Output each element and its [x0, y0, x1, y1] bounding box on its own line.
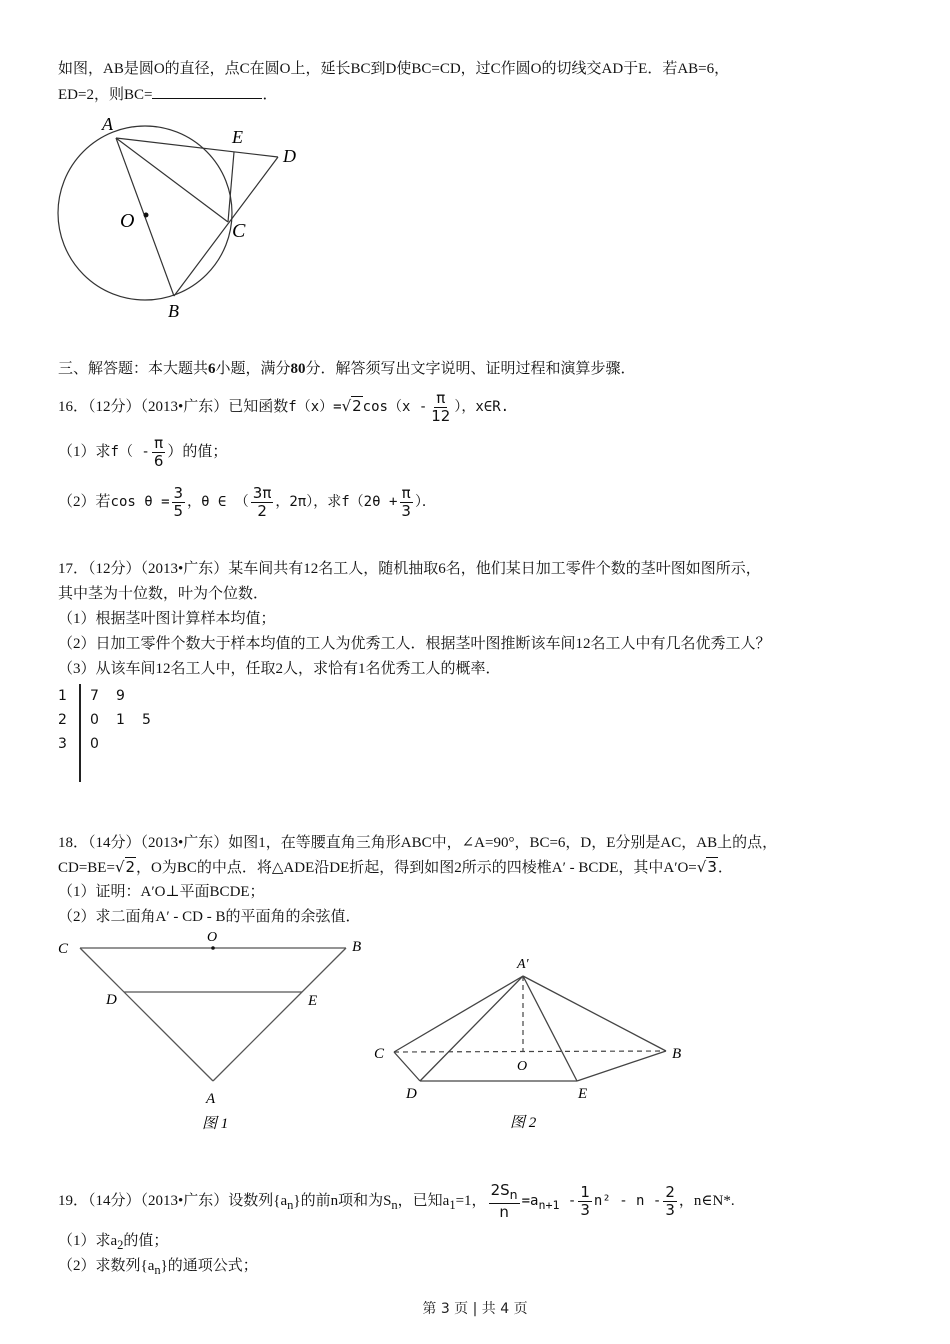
q19-h4: =1，	[455, 1193, 487, 1209]
q16-p2-prefix: （2）若	[58, 494, 111, 510]
q19-p2b: }的通项公式；	[160, 1258, 258, 1274]
frac-pi-3: $\frac{\pi}{3}$	[401, 484, 411, 521]
q19-p1b: 的值；	[123, 1233, 169, 1249]
stem-divider	[79, 684, 81, 782]
q19-header	[58, 1178, 735, 1228]
svg-text:B: B	[672, 1046, 682, 1062]
q16-p1-tail: ）的值；	[167, 444, 228, 460]
svg-text:B: B	[352, 939, 362, 955]
label-b: B	[168, 301, 179, 321]
q19-eq-mid: $=a_{n+1}$ -	[521, 1193, 577, 1212]
leaf: 0	[90, 712, 99, 728]
label-o: O	[120, 210, 135, 232]
q19-part1	[58, 1230, 168, 1256]
section3-score: 80	[290, 361, 306, 377]
section3-suffix: 分．解答须写出文字说明、证明过程和演算步骤．	[305, 361, 636, 377]
q17-part2: （2）日加工零件个数大于样本均值的工人为优秀工人．根据茎叶图推断该车间12名工人中有几名优秀工人？	[58, 636, 771, 652]
sub: n	[287, 1198, 294, 1212]
section3-prefix: 三、解答题：本大题共	[58, 361, 209, 377]
q16-p1-func: f（ -	[110, 444, 150, 460]
q16-p2-mid: ，θ ∈ （	[187, 494, 249, 510]
figure-2-pyramid	[360, 950, 700, 1140]
svg-text:A: A	[206, 1091, 216, 1107]
svg-text:A′: A′	[517, 957, 529, 972]
svg-text:D: D	[106, 992, 117, 1008]
label-c: C	[232, 220, 246, 242]
svg-text:C: C	[374, 1046, 385, 1062]
stem-3: 3	[58, 736, 67, 752]
q19-p1a: （1）求a	[58, 1233, 118, 1249]
q18-line1: 18．（14分）（2013•广东）如图1，在等腰直角三角形ABC中，∠A=90°，BC=6，D，E分别是AC，AB上的点，	[58, 835, 778, 851]
q18-part2: （2）求二面角A′ - CD - B的平面角的余弦值．	[58, 909, 361, 925]
q16-p1-prefix: （1）求	[58, 444, 111, 460]
q17-part1: （1）根据茎叶图计算样本均值；	[58, 611, 276, 627]
q19-eq-mid2: n² - n -	[593, 1193, 662, 1209]
q19-h3: ，已知a	[397, 1193, 450, 1209]
frac-2sn-n: $\frac{2S_n}{n}$	[490, 1181, 518, 1222]
figure-1-triangle	[50, 925, 380, 1140]
q16-part1	[58, 432, 227, 472]
section3-mid: 小题，满分	[215, 361, 291, 377]
stem-1: 1	[58, 688, 67, 704]
frac-3-5: $\frac{3}{5}$	[173, 484, 184, 521]
sub: 2	[117, 1238, 124, 1252]
frac-3pi-2: $\frac{3\pi}{2}$	[252, 484, 272, 521]
svg-text:O: O	[207, 930, 218, 945]
svg-text:E: E	[578, 1086, 588, 1102]
label-a: A	[102, 114, 113, 134]
answer-blank[interactable]	[152, 84, 262, 99]
frac-pi-12: $\frac{\pi}{12}$	[431, 389, 451, 426]
q19-part2	[58, 1255, 258, 1281]
leaf: 0	[90, 736, 99, 752]
q19-p2a: （2）求数列{a	[58, 1258, 155, 1274]
section3-heading	[58, 358, 636, 380]
q16-header	[58, 386, 509, 427]
q18-l2a: CD=BE=	[58, 860, 115, 876]
q15-suffix: ．	[262, 87, 278, 103]
q18-l2c: ．	[717, 860, 733, 876]
svg-text:D: D	[406, 1086, 417, 1102]
svg-text:O: O	[517, 1059, 528, 1074]
section3-count: 6	[208, 361, 216, 377]
leaf: 7	[90, 688, 99, 704]
sqrt-3: √3	[696, 858, 717, 876]
svg-text:C: C	[58, 941, 69, 957]
label-d: D	[283, 146, 296, 166]
q19-h2: }的前n项和为S	[293, 1193, 392, 1209]
sub: 1	[449, 1198, 456, 1212]
q15-text-line1: 如图，AB是圆O的直径，点C在圆O上，延长BC到D使BC=CD，过C作圆O的切线交AD于E．若AB=6，	[58, 61, 730, 77]
q19-eq-tail: ，n∈N*.	[678, 1193, 735, 1209]
sub: n	[391, 1198, 398, 1212]
stem-2: 2	[58, 712, 67, 728]
q16-part2	[58, 482, 436, 522]
q17-part3: （3）从该车间12名工人中，任取2人，求恰有1名优秀工人的概率．	[58, 661, 501, 677]
stem-leaf-plot	[58, 684, 198, 784]
q18-part1: （1）证明：A′O⊥平面BCDE；	[58, 884, 265, 900]
sqrt-2: √2	[341, 397, 362, 415]
q16-p2-func: f（2θ +	[341, 494, 398, 510]
q16-p2-mid2: ，2π），求	[275, 494, 342, 510]
q18-l2b: ，O为BC的中点．将△ADE沿DE折起，得到如图2所示的四棱椎A′ - BCDE，其中A′O=	[136, 860, 697, 876]
q15-prefix: ED=2，则BC=	[58, 87, 153, 103]
q16-func: f（x）=	[288, 399, 342, 415]
sub: n	[154, 1263, 161, 1277]
page-footer: 第 3 页 | 共 4 页	[422, 1301, 528, 1317]
frac-pi-6: $\frac{\pi}{6}$	[153, 434, 164, 471]
q19-h1: 19．（14分）（2013•广东）设数列{a	[58, 1193, 288, 1209]
q17-line1: 17．（12分）（2013•广东）某车间共有12名工人，随机抽取6名，他们某日加工零件个数的茎叶图如图所示，	[58, 561, 761, 577]
q16-p2-tail: ）．	[414, 494, 436, 510]
leaf: 1	[116, 712, 125, 728]
q16-tail: ），x∈R.	[454, 399, 510, 415]
q16-p2-cos: cos θ =	[110, 494, 170, 510]
frac-1-3: $\frac{1}{3}$	[580, 1183, 590, 1220]
q16-cos: cos（x -	[362, 399, 428, 415]
fig2-caption: 图 2	[510, 1115, 537, 1131]
q15-text-line2	[58, 84, 277, 106]
leaf: 5	[142, 712, 151, 728]
q16-header-text: 16．（12分）（2013•广东）已知函数	[58, 399, 289, 415]
svg-text:E: E	[308, 993, 318, 1009]
q17-line2: 其中茎为十位数，叶为个位数．	[58, 586, 269, 602]
sqrt-2: √2	[114, 858, 136, 876]
leaf: 9	[116, 688, 125, 704]
q18-line2	[58, 856, 733, 879]
fig1-caption: 图 1	[202, 1116, 229, 1132]
label-e: E	[232, 127, 243, 147]
circle-figure	[50, 110, 320, 330]
frac-2-3: $\frac{2}{3}$	[665, 1183, 675, 1220]
